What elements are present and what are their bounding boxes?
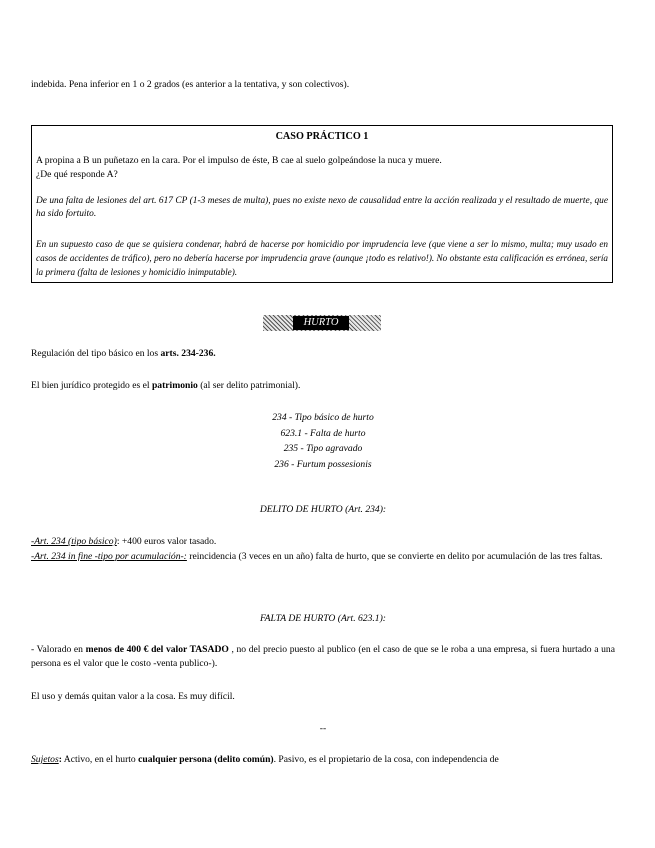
delito-basic-link[interactable]: -Art. 234 (tipo básico) <box>31 536 117 547</box>
protected-good-paragraph <box>31 379 615 393</box>
delito-basic-text: : +400 euros valor tasado. <box>116 536 217 547</box>
falta-value-prefix: - Valorado en <box>31 644 86 655</box>
delito-accumulation-text: reincidencia (3 veces en un año) falta de hurto, que se convierte en delito por acumulación de las tres faltas. <box>186 551 603 562</box>
case-study-title: CASO PRÁCTICO 1 <box>275 131 369 142</box>
delito-item-accumulation <box>31 550 615 564</box>
protected-good-prefix: El bien jurídico protegido es el <box>31 380 152 391</box>
case-answer-paragraph-2: En un supuesto caso de que se quisiera condenar, habrá de hacerse por homicidio por imprudencia leve (que viene a ser lo mismo, multa; muy usado en casos de accidentes de tráfico), pero no debería hacerse por imprudencia grave (aunque ¡todo es relativo!). No obstante esta calificación es errónea, sería la primera (falta de lesiones y homicidio inimputable). <box>36 239 608 277</box>
use-value-paragraph: El uso y demás quitan valor a la cosa. Es muy difícil. <box>31 691 235 702</box>
case-study-statement <box>36 154 608 182</box>
protected-good-bold: patrimonio <box>151 380 198 391</box>
delito-item-basic <box>31 535 615 549</box>
case-answer-paragraph-1: De una falta de lesiones del art. 617 CP (1-3 meses de multa), pues no existe nexo de causalidad entre la acción realizada y el resultado de muerte, que ha sido fortuito. <box>36 196 608 219</box>
section-separator: -- <box>319 723 327 734</box>
regulation-text: Regulación del tipo básico en los <box>31 348 161 359</box>
subjects-label: Sujetos <box>31 754 59 765</box>
hurto-type-item: 234 - Tipo básico de hurto <box>272 412 374 423</box>
hurto-types-list <box>31 410 615 472</box>
hurto-type-item: 235 - Tipo agravado <box>283 443 363 454</box>
case-study-box <box>31 125 613 283</box>
subjects-text-1: Activo, en el hurto <box>61 754 139 765</box>
subjects-text-2: . Pasivo, es el propietario de la cosa, con independencia de <box>273 754 499 765</box>
regulation-paragraph <box>31 347 615 361</box>
intro-paragraph: indebida. Pena inferior en 1 o 2 grados (es anterior a la tentativa, y son colectivos). <box>31 79 350 90</box>
falta-value-bold: menos de 400 € del valor TASADO <box>85 644 229 655</box>
falta-value-rest: , no del precio puesto al publico (en el caso de que se le roba a una empresa, si fuera hurtado a una persona es el valor que le costo -venta publico-). <box>31 644 615 669</box>
delito-accumulation-link[interactable]: -Art. 234 in fine -tipo por acumulación-: <box>31 551 187 562</box>
delito-hurto-heading: DELITO DE HURTO (Art. 234): <box>259 504 387 515</box>
falta-value-paragraph <box>31 643 615 671</box>
hurto-section-header <box>31 315 615 331</box>
regulation-articles: arts. 234-236. <box>160 348 216 359</box>
hurto-type-item: 236 - Furtum possesionis <box>274 458 372 470</box>
hurto-banner-label: HURTO <box>293 316 349 330</box>
protected-good-suffix: (al ser delito patrimonial). <box>197 380 301 391</box>
falta-hurto-heading: FALTA DE HURTO (Art. 623.1): <box>260 613 386 624</box>
hurto-type-item: 623.1 - Falta de hurto <box>280 427 366 439</box>
case-statement-question: ¿De qué responde A? <box>36 169 118 180</box>
subjects-bold: cualquier persona (delito común) <box>138 754 274 765</box>
subjects-paragraph <box>31 753 615 767</box>
subjects-colon: : <box>58 754 62 765</box>
case-statement-line-1: A propina a B un puñetazo en la cara. Por el impulso de éste, B cae al suelo golpeándose la nuca y muere. <box>36 155 442 166</box>
